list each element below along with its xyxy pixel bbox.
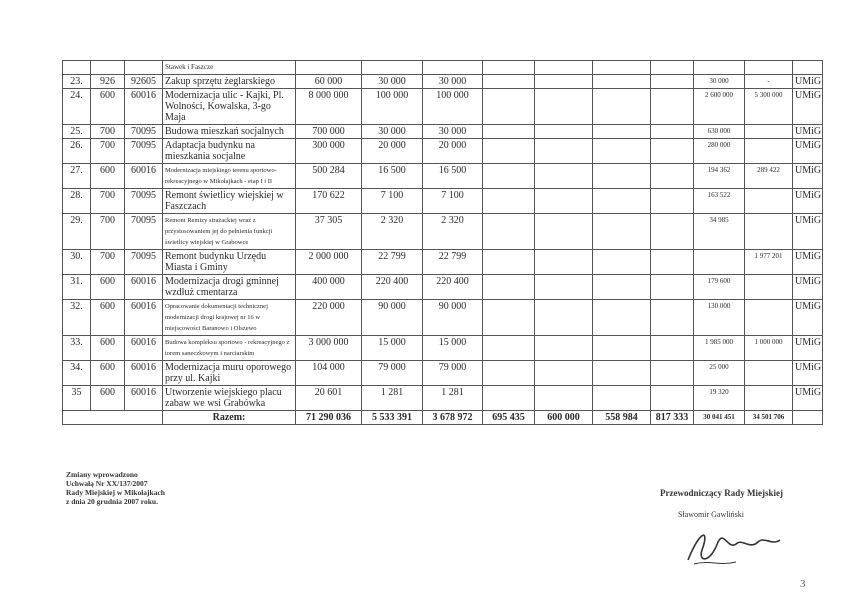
cell-v1: 60 000 <box>296 75 362 89</box>
cell-e2 <box>535 75 593 89</box>
table-row <box>63 300 823 336</box>
cell-v2: 90 000 <box>362 300 423 336</box>
cell-no: 34. <box>63 361 91 386</box>
cell-e6 <box>745 189 793 214</box>
cell-e6: 1 000 000 <box>745 336 793 361</box>
cell-v3: 90 000 <box>423 300 483 336</box>
cell-v3: 16 500 <box>423 164 483 189</box>
cell-org: UMiG <box>793 125 823 139</box>
cell-e2 <box>535 386 593 411</box>
cell-name: Budowa mieszkań socjalnych <box>163 125 296 139</box>
table-row <box>63 75 823 89</box>
cell-org: UMiG <box>793 336 823 361</box>
cell-e5 <box>694 250 745 275</box>
cell-e3 <box>593 75 651 89</box>
cell-rozdz: 70095 <box>125 189 163 214</box>
header-fragment-row <box>63 61 823 75</box>
cell-org: UMiG <box>793 300 823 336</box>
cell-e6 <box>745 361 793 386</box>
total-e6: 34 501 706 <box>745 411 793 425</box>
cell-dz: 700 <box>91 189 125 214</box>
cell-org: UMiG <box>793 275 823 300</box>
footer-left-line: Rady Miejskiej w Mikołajkach <box>66 488 165 497</box>
cell-v2: 20 000 <box>362 139 423 164</box>
cell-dz: 700 <box>91 250 125 275</box>
cell-no: 31. <box>63 275 91 300</box>
cell-rozdz: 70095 <box>125 214 163 250</box>
cell-dz: 600 <box>91 361 125 386</box>
cell-e1 <box>483 250 535 275</box>
cell-e3 <box>593 89 651 125</box>
cell-e5: 194 362 <box>694 164 745 189</box>
cell-rozdz: 70095 <box>125 125 163 139</box>
council-chair-title: Przewodniczący Rady Miejskiej <box>660 488 783 498</box>
page-number: 3 <box>800 578 806 590</box>
table-row <box>63 361 823 386</box>
cell-name: Zakup sprzętu żeglarskiego <box>163 75 296 89</box>
cell-e6: - <box>745 75 793 89</box>
cell-e1 <box>483 386 535 411</box>
total-e1: 695 435 <box>483 411 535 425</box>
cell-rozdz: 60016 <box>125 164 163 189</box>
cell-e2 <box>535 125 593 139</box>
cell-v1: 37 305 <box>296 214 362 250</box>
cell-e4 <box>651 361 694 386</box>
cell-no: 29. <box>63 214 91 250</box>
cell-name: Budowa kompleksu sportowo - rekreacyjnego z torem saneczkowym i narciarskim <box>163 336 296 361</box>
cell-rozdz: 60016 <box>125 300 163 336</box>
cell-e3 <box>593 275 651 300</box>
cell-name: Remont świetlicy wiejskiej w Faszczach <box>163 189 296 214</box>
cell-e2 <box>535 164 593 189</box>
cell-dz: 700 <box>91 214 125 250</box>
footer-left-line: z dnia 20 grudnia 2007 roku. <box>66 497 158 506</box>
cell-org: UMiG <box>793 386 823 411</box>
cell-v2: 30 000 <box>362 75 423 89</box>
cell-no: 33. <box>63 336 91 361</box>
cell-v1: 170 622 <box>296 189 362 214</box>
cell-org: UMiG <box>793 139 823 164</box>
cell-v3: 30 000 <box>423 125 483 139</box>
cell-no: 25. <box>63 125 91 139</box>
cell-v2: 1 281 <box>362 386 423 411</box>
cell-name: Utworzenie wiejskiego placu zabaw we wsi Grabówka <box>163 386 296 411</box>
cell-e4 <box>651 89 694 125</box>
total-e5: 30 041 451 <box>694 411 745 425</box>
cell-org: UMiG <box>793 361 823 386</box>
cell-rozdz: 70095 <box>125 139 163 164</box>
cell-e5: 630 000 <box>694 125 745 139</box>
cell-v3: 1 281 <box>423 386 483 411</box>
cell-v1: 700 000 <box>296 125 362 139</box>
total-e4: 817 333 <box>651 411 694 425</box>
cell-e1 <box>483 75 535 89</box>
cell-e2 <box>535 300 593 336</box>
cell-e3 <box>593 139 651 164</box>
total-v3: 3 678 972 <box>423 411 483 425</box>
cell-e6 <box>745 139 793 164</box>
cell-dz: 600 <box>91 275 125 300</box>
cell-no: 32. <box>63 300 91 336</box>
cell-e1 <box>483 89 535 125</box>
cell-v1: 400 000 <box>296 275 362 300</box>
cell-name: Adaptacja budynku na mieszkania socjalne <box>163 139 296 164</box>
cell-rozdz: 70095 <box>125 250 163 275</box>
cell-rozdz: 60016 <box>125 336 163 361</box>
cell-e2 <box>535 275 593 300</box>
cell-e4 <box>651 214 694 250</box>
cell-e1 <box>483 164 535 189</box>
cell-rozdz: 60016 <box>125 361 163 386</box>
cell-e1 <box>483 125 535 139</box>
cell-e1 <box>483 300 535 336</box>
cell-e4 <box>651 300 694 336</box>
cell-no: 23. <box>63 75 91 89</box>
cell-e6: 289 422 <box>745 164 793 189</box>
table-row <box>63 89 823 125</box>
cell-e4 <box>651 275 694 300</box>
table-row <box>63 275 823 300</box>
cell-dz: 926 <box>91 75 125 89</box>
cell-name: Modernizacja drogi gminnej wzdłuż cmentarza <box>163 275 296 300</box>
cell-dz: 700 <box>91 125 125 139</box>
cell-e3 <box>593 250 651 275</box>
cell-e4 <box>651 125 694 139</box>
cell-e3 <box>593 386 651 411</box>
cell-e6: 1 977 201 <box>745 250 793 275</box>
cell-e2 <box>535 139 593 164</box>
cell-e1 <box>483 275 535 300</box>
cell-dz: 600 <box>91 89 125 125</box>
cell-org: UMiG <box>793 189 823 214</box>
table-row <box>63 125 823 139</box>
cell-no: 26. <box>63 139 91 164</box>
council-chair-name: Sławomir Gawliński <box>678 510 744 519</box>
cell-v2: 79 000 <box>362 361 423 386</box>
cell-v1: 20 601 <box>296 386 362 411</box>
cell-dz: 600 <box>91 164 125 189</box>
cell-e6 <box>745 300 793 336</box>
cell-e4 <box>651 75 694 89</box>
cell-v2: 22 799 <box>362 250 423 275</box>
cell-v3: 2 320 <box>423 214 483 250</box>
cell-name: Modernizacja miejskiego terenu sportowo-rekreacyjnego w Mikołajkach - etap I i II <box>163 164 296 189</box>
cell-org: UMiG <box>793 75 823 89</box>
cell-e4 <box>651 189 694 214</box>
cell-e6 <box>745 386 793 411</box>
cell-e6 <box>745 214 793 250</box>
cell-e5: 2 600 000 <box>694 89 745 125</box>
cell-rozdz: 60016 <box>125 275 163 300</box>
cell-v3: 7 100 <box>423 189 483 214</box>
cell-v1: 8 000 000 <box>296 89 362 125</box>
cell-e2 <box>535 250 593 275</box>
cell-v1: 104 000 <box>296 361 362 386</box>
cell-no: 35 <box>63 386 91 411</box>
cell-name: Opracowanie dokumentacji technicznej modernizacji drogi krajowej nr 16 w miejscowości Baranowo i Olszewo <box>163 300 296 336</box>
cell-e2 <box>535 89 593 125</box>
table-row <box>63 250 823 275</box>
footer-left-line: Zmiany wprowadzono <box>66 470 138 479</box>
table-row <box>63 336 823 361</box>
cell-e3 <box>593 189 651 214</box>
cell-e4 <box>651 336 694 361</box>
cell-e3 <box>593 300 651 336</box>
cell-e5: 1 985 000 <box>694 336 745 361</box>
total-row <box>63 411 823 425</box>
cell-v2: 220 400 <box>362 275 423 300</box>
cell-e6 <box>745 125 793 139</box>
cell-v3: 79 000 <box>423 361 483 386</box>
cell-dz: 600 <box>91 386 125 411</box>
cell-v3: 20 000 <box>423 139 483 164</box>
cell-e3 <box>593 361 651 386</box>
cell-v1: 3 000 000 <box>296 336 362 361</box>
cell-name: Modernizacja muru oporowego przy ul. Kajki <box>163 361 296 386</box>
cell-v1: 2 000 000 <box>296 250 362 275</box>
table-row <box>63 164 823 189</box>
cell-e1 <box>483 139 535 164</box>
total-label: Razem: <box>163 411 296 425</box>
cell-e5: 34 985 <box>694 214 745 250</box>
cell-e5: 30 000 <box>694 75 745 89</box>
cell-e3 <box>593 125 651 139</box>
cell-v1: 300 000 <box>296 139 362 164</box>
cell-e5: 179 600 <box>694 275 745 300</box>
cell-v1: 500 284 <box>296 164 362 189</box>
cell-no: 27. <box>63 164 91 189</box>
cell-rozdz: 92605 <box>125 75 163 89</box>
cell-v2: 100 000 <box>362 89 423 125</box>
cell-e2 <box>535 214 593 250</box>
cell-e1 <box>483 214 535 250</box>
cell-name: Remont budynku Urzędu Miasta i Gminy <box>163 250 296 275</box>
cell-e1 <box>483 336 535 361</box>
cell-e6: 5 300 000 <box>745 89 793 125</box>
cell-dz: 600 <box>91 300 125 336</box>
cell-e5: 25 000 <box>694 361 745 386</box>
cell-v2: 2 320 <box>362 214 423 250</box>
cell-e2 <box>535 189 593 214</box>
cell-v3: 100 000 <box>423 89 483 125</box>
cell-e3 <box>593 164 651 189</box>
cell-e2 <box>535 336 593 361</box>
cell-e6 <box>745 275 793 300</box>
total-e2: 600 000 <box>535 411 593 425</box>
cell-no: 28. <box>63 189 91 214</box>
cell-rozdz: 60016 <box>125 386 163 411</box>
cell-e1 <box>483 189 535 214</box>
cell-e5: 19 320 <box>694 386 745 411</box>
cell-no: 30. <box>63 250 91 275</box>
cell-e4 <box>651 139 694 164</box>
table-row <box>63 139 823 164</box>
table-row <box>63 189 823 214</box>
table-row <box>63 214 823 250</box>
cell-e5: 163 522 <box>694 189 745 214</box>
cell-v3: 22 799 <box>423 250 483 275</box>
cell-e4 <box>651 250 694 275</box>
table-row <box>63 386 823 411</box>
cell-e4 <box>651 164 694 189</box>
cell-v3: 15 000 <box>423 336 483 361</box>
cell-org: UMiG <box>793 250 823 275</box>
cell-no: 24. <box>63 89 91 125</box>
footer-left-note <box>66 470 165 506</box>
cell-name: Remont Remizy strażackiej wraz z przystosowaniem jej do pełnienia funkcji świetlicy wiejskiej w Grabowce <box>163 214 296 250</box>
cell-e2 <box>535 361 593 386</box>
total-e3: 558 984 <box>593 411 651 425</box>
signature-icon <box>680 520 790 570</box>
cell-org: UMiG <box>793 89 823 125</box>
cell-v2: 30 000 <box>362 125 423 139</box>
cell-e1 <box>483 361 535 386</box>
footer-left-line: Uchwałą Nr XX/137/2007 <box>66 479 148 488</box>
investment-table <box>62 60 823 425</box>
cell-v3: 220 400 <box>423 275 483 300</box>
cell-v2: 15 000 <box>362 336 423 361</box>
header-fragment: Stawek i Faszcze <box>163 61 296 75</box>
cell-org: UMiG <box>793 164 823 189</box>
cell-e5: 130 000 <box>694 300 745 336</box>
total-v2: 5 533 391 <box>362 411 423 425</box>
cell-dz: 700 <box>91 139 125 164</box>
cell-v1: 220 000 <box>296 300 362 336</box>
cell-name: Modernizacja ulic - Kajki, Pl. Wolności, Kowalska, 3-go Maja <box>163 89 296 125</box>
cell-v3: 30 000 <box>423 75 483 89</box>
cell-e3 <box>593 336 651 361</box>
cell-dz: 600 <box>91 336 125 361</box>
total-v1: 71 290 036 <box>296 411 362 425</box>
cell-org: UMiG <box>793 214 823 250</box>
cell-e3 <box>593 214 651 250</box>
cell-v2: 7 100 <box>362 189 423 214</box>
cell-e5: 280 000 <box>694 139 745 164</box>
cell-rozdz: 60016 <box>125 89 163 125</box>
cell-v2: 16 500 <box>362 164 423 189</box>
cell-e4 <box>651 386 694 411</box>
